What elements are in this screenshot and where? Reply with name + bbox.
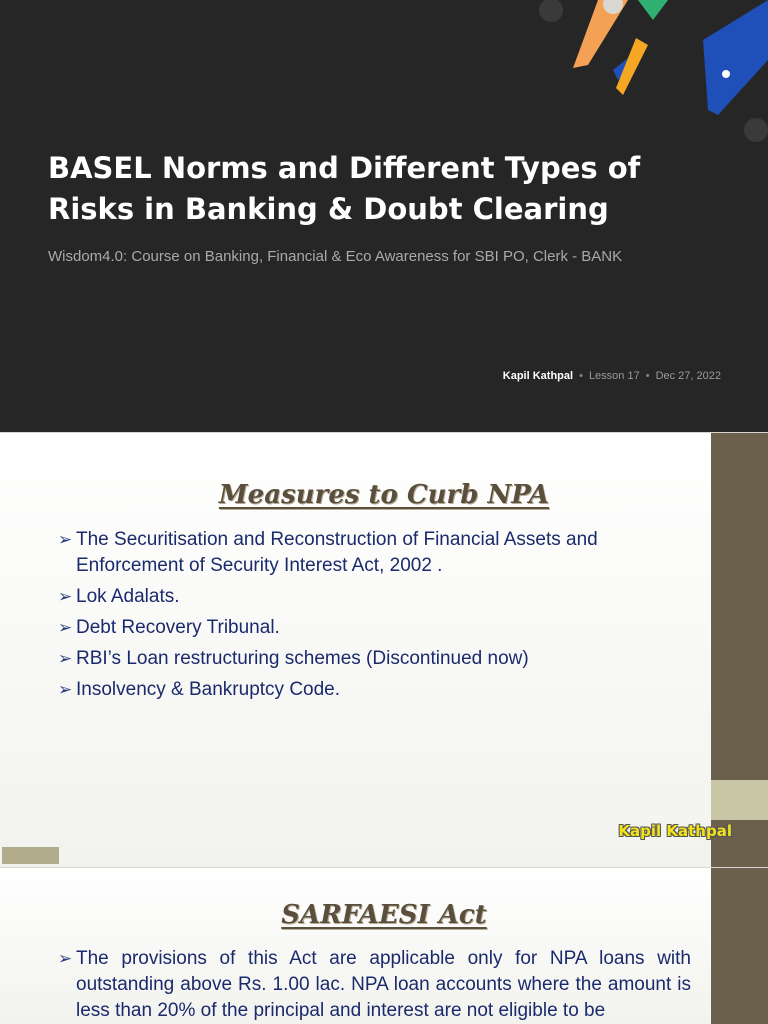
list-item-text: The Securitisation and Reconstruction of Financial Assets and Enforcement of Security Interest Act, 2002 . — [76, 529, 598, 576]
list-item-text: Lok Adalats. — [76, 586, 180, 607]
paragraph-text: The provisions of this Act are applicable only for NPA loans with outstanding above Rs. 1.00 lac. NPA loan accounts where the amount is less than 20% of the principal and interest are not eligible to be — [76, 948, 691, 1021]
arrow-right-icon: ➢ — [58, 587, 73, 606]
list-item-text: RBI’s Loan restructuring schemes (Discontinued now) — [76, 648, 529, 669]
side-bar-accent — [711, 780, 768, 820]
slide-paragraph — [58, 946, 691, 1024]
list-item — [58, 615, 638, 641]
list-item — [58, 527, 638, 579]
lesson-date: Dec 27, 2022 — [655, 370, 721, 382]
arrow-right-icon: ➢ — [58, 618, 73, 637]
list-item — [58, 646, 638, 672]
slide-sarfaesi-act — [0, 867, 768, 1024]
slide-title: SARFAESI Act — [281, 900, 487, 930]
slide-measures-to-curb-npa — [0, 432, 768, 867]
list-item — [58, 677, 638, 703]
arrow-right-icon: ➢ — [58, 949, 73, 968]
author-watermark: Kapil Kathpal — [618, 822, 732, 840]
meta-separator: • — [579, 370, 583, 382]
course-subtitle: Wisdom4.0: Course on Banking, Financial & Eco Awareness for SBI PO, Clerk - BANK — [48, 248, 623, 265]
cover-slide — [0, 0, 768, 432]
slide-bottom-tab — [2, 847, 59, 864]
slide-side-bar — [711, 868, 768, 1024]
arrow-right-icon: ➢ — [58, 530, 73, 549]
arrow-right-icon: ➢ — [58, 649, 73, 668]
lesson-number: Lesson 17 — [588, 370, 640, 382]
arrow-right-icon: ➢ — [58, 680, 73, 699]
bullet-list — [58, 527, 638, 708]
list-item — [58, 584, 638, 610]
meta-separator: • — [645, 370, 650, 382]
list-item-text: Debt Recovery Tribunal. — [76, 617, 280, 638]
lesson-meta — [503, 370, 721, 382]
decorative-shapes — [528, 0, 768, 160]
author-name: Kapil Kathpal — [502, 370, 574, 382]
slide-title: Measures to Curb NPA — [218, 480, 550, 510]
list-item-text: Insolvency & Bankruptcy Code. — [76, 679, 341, 700]
page-title: BASEL Norms and Different Types of Risks in Banking & Doubt Clearing — [48, 151, 641, 226]
